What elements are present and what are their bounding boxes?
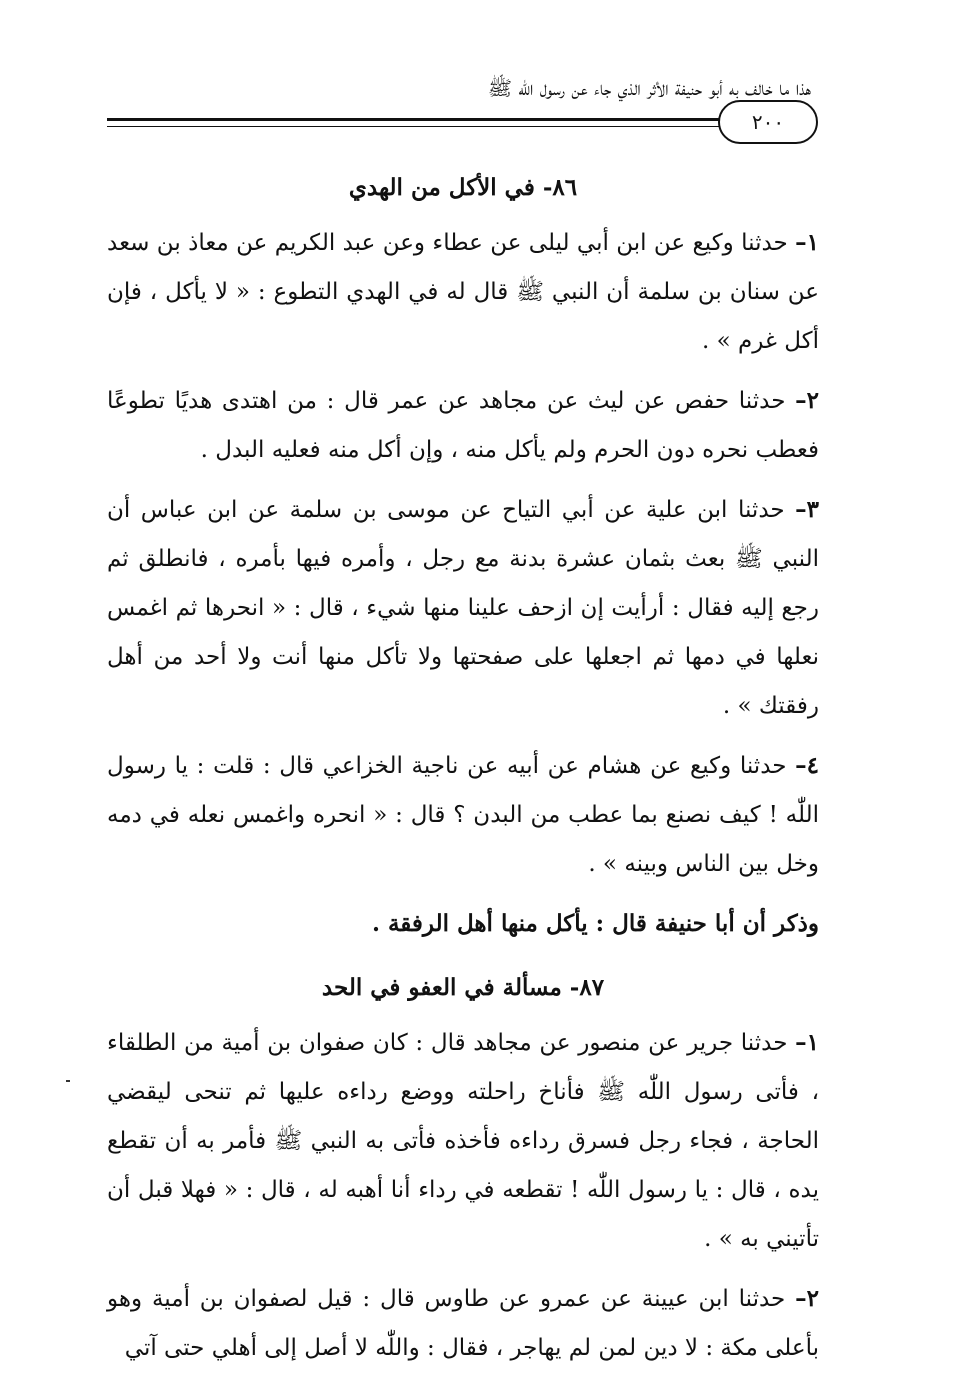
hadith-number: ٤– (795, 752, 820, 779)
hadith-text: حدثنا وكيع عن ابن أبي ليلى عن عطاء وعن عبد الكريم عن معاذ بن سعد عن سنان بن سلمة أن النبي ﷺ قال له في الهدي التطوع : « لا يأكل ، فإن أكل غرم » . (107, 230, 819, 354)
page-number-badge: ٢٠٠ (718, 100, 818, 144)
hadith-text: حدثنا ابن علية عن أبي التياح عن موسى بن سلمة عن ابن عباس أن النبي ﷺ بعث بثمان عشرة بدنة مع رجل ، وأمره فيها بأمره ، فانطلق ثم رجع إليه فقال : أرأيت إن ازحف علينا منها شيء ، قال : « انحرها ثم اغمس نعلها في دمها ثم اجعلها على صفحتها ولا تأكل منها أنت ولا أحد من أهل رفقتك » . (107, 497, 819, 719)
hadith-paragraph (107, 1274, 819, 1373)
hadith-text: حدثنا جرير عن منصور عن مجاهد قال : كان صفوان بن أمية من الطلقاء ، فأتى رسول اللّٰه ﷺ فأناخ راحلته ووضع رداءه عليها ثم تنحى ليقضي الحاجة ، فجاء رجل فسرق رداءه فأخذه فأتى به النبي ﷺ فأمر به أن تقطع يده ، قال : يا رسول اللّٰه ! تقطعه في رداء أنا أهبه له ، قال : « فهلا قبل أن تأتيني به » . (107, 1030, 819, 1252)
hadith-text: حدثنا ابن عيينة عن عمرو عن طاوس قال : قيل لصفوان بن أمية وهو بأعلى مكة : لا دين لمن لم يهاجر ، فقال : واللّٰه لا أصل إلى أهلي حتى آتي (107, 1286, 819, 1361)
hadith-paragraph (107, 376, 819, 475)
page-body (107, 162, 819, 1383)
section-86 (107, 162, 819, 948)
scan-speck (66, 1080, 70, 1082)
hadith-text: حدثنا حفص عن ليث عن مجاهد عن عمر قال : من اهتدى هديًا تطوعًا فعطب نحره دون الحرم ولم يأكل منه ، وإن أكل منه فعليه البدل . (107, 388, 819, 463)
abu-hanifa-opinion: وذكر أن أبا حنيفة قال : يأكل منها أهل الرفقة . (371, 910, 819, 937)
hadith-paragraph (107, 485, 819, 731)
hadith-number: ٣– (795, 496, 819, 523)
section-title: ٨٦- في الأكل من الهدي (348, 174, 578, 201)
header-rule-thin (107, 126, 719, 127)
section-87 (107, 962, 819, 1373)
hadith-paragraph (107, 1018, 819, 1264)
hadith-paragraph (107, 218, 819, 366)
header-rule-thick (107, 118, 719, 121)
hadith-number: ٢– (795, 1285, 819, 1312)
running-header-title: هذا ما خالف به أبو حنيفة الأثر الذي جاء عن رسول اللّٰه ﷺ (487, 76, 811, 100)
section-title: ٨٧- مسألة في العفو في الحد (321, 974, 605, 1001)
hadith-text: حدثنا وكيع عن هشام عن أبيه عن ناجية الخزاعي قال : قلت : يا رسول اللّٰه ! كيف نصنع بما عطب من البدن ؟ قال : « انحره واغمس نعله في دمه وخل بين الناس وبينه » . (107, 753, 819, 877)
hadith-number: ١– (795, 1029, 819, 1056)
hadith-number: ١– (795, 229, 819, 256)
hadith-paragraph (107, 741, 819, 889)
hadith-number: ٢– (795, 387, 819, 414)
